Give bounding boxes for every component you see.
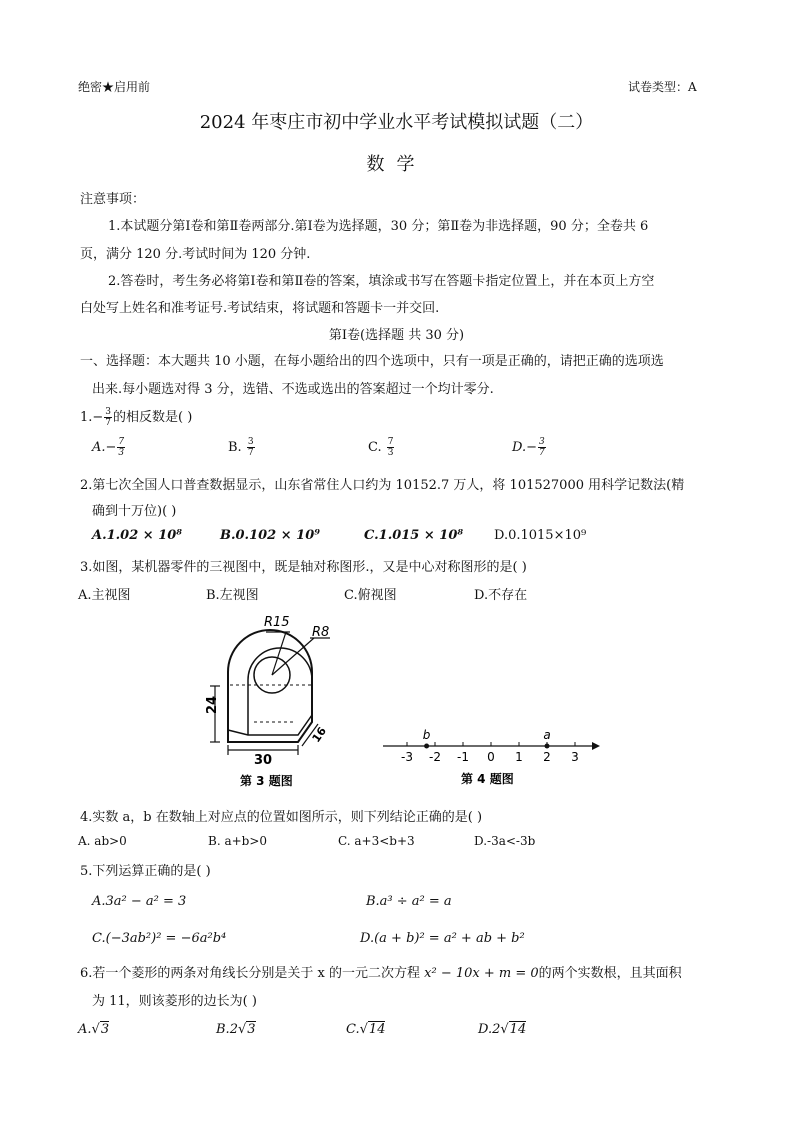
q2-option-d: D.0.1015×10⁹ — [494, 528, 587, 543]
q3-text: 3.如图，某机器零件的三视图中，既是轴对称图形.，又是中心对称图形的是( ) — [80, 560, 527, 575]
notice-item2-line1: 2.答卷时，考生务必将第Ⅰ卷和第Ⅱ卷的答案，填涂或书写在答题卡指定位置上，并在本页上方空 — [108, 274, 655, 289]
q4-option-a: A. ab>0 — [78, 834, 127, 848]
q3-option-b: B.左视图 — [206, 588, 259, 603]
section-heading: 第Ⅰ卷(选择题 共 30 分) — [328, 328, 465, 343]
q1-option-d-label: D.− — [512, 440, 537, 455]
q3-option-a: A.主视图 — [78, 588, 131, 603]
point-a — [545, 744, 550, 749]
q6-option-a-label: A. — [78, 1022, 92, 1037]
point-b-label: b — [422, 728, 431, 742]
q2-line2: 确到十万位)( ) — [92, 504, 177, 519]
notice-item1-line1: 1.本试题分第Ⅰ卷和第Ⅱ卷两部分.第Ⅰ卷为选择题，30 分；第Ⅱ卷为非选择题，90 分；全卷共 6 — [108, 219, 649, 234]
q1-prefix: 1.− — [80, 410, 104, 425]
number-line-tick-label: 2 — [543, 750, 551, 764]
number-line-tick-label: -1 — [457, 750, 469, 764]
q4-option-c: C. a+3<b+3 — [338, 834, 415, 848]
notice-item1-line2: 页，满分 120 分.考试时间为 120 分钟. — [80, 247, 311, 262]
fig4-caption: 第 4 题图 — [461, 772, 514, 786]
point-b — [424, 744, 429, 749]
q6-option-d-rad: 14 — [509, 1022, 527, 1037]
q2-option-a: A.1.02 × 10⁸ — [92, 528, 183, 543]
q1-option-b — [228, 437, 256, 458]
fig3-label-30: 30 — [254, 753, 273, 768]
q3-option-d: D.不存在 — [474, 588, 528, 603]
q6-option-c-rad: 14 — [368, 1022, 386, 1037]
q1-option-d-den: 7 — [538, 448, 545, 458]
q4-option-d: D.-3a<-3b — [474, 834, 536, 848]
q6-option-b-label: B. — [216, 1022, 230, 1037]
q6-option-a-rad: 3 — [100, 1022, 110, 1037]
q5-option-d: D.(a + b)² = a² + ab + b² — [360, 931, 525, 946]
notice-item2-line2: 白处写上姓名和准考证号.考试结束，将试题和答题卡一并交回. — [80, 301, 440, 316]
question-1 — [80, 406, 192, 428]
q6-line1 — [80, 962, 682, 981]
q1-option-b-num: 3 — [247, 437, 254, 447]
q6-option-d-coef: 2 — [492, 1022, 501, 1037]
number-line-tick-label: 0 — [487, 750, 495, 764]
q6-option-b-rad: 3 — [247, 1022, 256, 1037]
paper-type: 试卷类型：A — [628, 80, 697, 94]
fig3-label-r15: R15 — [264, 615, 290, 630]
number-line-tick-label: -2 — [429, 750, 441, 764]
q5-option-b: B.a³ ÷ a² = a — [366, 894, 452, 909]
q1-option-b-label: B. — [228, 440, 246, 455]
section-intro-line1: 一、选择题：本大题共 10 小题，在每小题给出的四个选项中，只有一项是正确的，请把正确的选项选 — [80, 354, 664, 369]
q6-option-c: C.√14 — [346, 1022, 386, 1037]
q6-option-d-label: D. — [478, 1022, 493, 1037]
q2-option-c: C.1.015 × 10⁸ — [364, 528, 464, 543]
q1-option-c-label: C. — [368, 440, 386, 455]
q1-option-a-num: 7 — [118, 437, 125, 447]
q6-option-a: A.√3 — [78, 1022, 110, 1037]
fig3-label-r8: R8 — [312, 625, 330, 640]
number-line-tick-label: 1 — [515, 750, 523, 764]
number-line-tick-label: 3 — [571, 750, 579, 764]
q5-text: 5.下列运算正确的是( ) — [80, 864, 211, 879]
fig3-bottom — [228, 715, 312, 742]
q1-option-b-den: 7 — [247, 448, 254, 458]
q5-option-a: A.3a² − a² = 3 — [92, 894, 187, 909]
q1-fraction — [104, 407, 112, 428]
q6-option-c-label: C. — [346, 1022, 360, 1037]
number-line-tick-label: -3 — [401, 750, 413, 764]
number-line-arrow — [592, 742, 600, 750]
q6-option-b-coef: 2 — [229, 1022, 238, 1037]
q1-option-a-label: A.− — [92, 440, 117, 455]
q1-option-a-den: 3 — [118, 448, 125, 458]
q1-option-d — [512, 437, 547, 458]
q5-option-c: C.(−3ab²)² = −6a²b⁴ — [92, 931, 227, 946]
figure-4-number-line — [378, 722, 608, 792]
q6-line1-a: 6.若一个菱形的两条对角线长分别是关于 x 的一元二次方程 — [80, 966, 425, 981]
figure-3-machine-part — [200, 610, 340, 795]
q1-option-c-num: 7 — [387, 437, 394, 447]
q1-frac-den: 7 — [105, 418, 112, 428]
q1-suffix: 的相反数是( ) — [113, 410, 193, 425]
q1-frac-num: 3 — [105, 407, 112, 417]
exam-title: 2024 年枣庄市初中学业水平考试模拟试题（二） — [199, 112, 594, 133]
q6-equation: x² − 10x + m = 0 — [424, 966, 539, 981]
q1-option-c-den: 3 — [387, 448, 394, 458]
q2-option-b: B.0.102 × 10⁹ — [220, 528, 320, 543]
q4-option-b: B. a+b>0 — [208, 834, 268, 848]
subject-title: 数学 — [366, 154, 427, 175]
q1-option-d-num: 3 — [538, 437, 545, 447]
q1-option-a — [92, 437, 126, 458]
fig3-outer-arch — [228, 630, 312, 730]
fig3-label-16: 16 — [309, 724, 330, 745]
q4-text: 4.实数 a，b 在数轴上对应点的位置如图所示，则下列结论正确的是( ) — [80, 810, 483, 825]
fig3-label-24: 24 — [205, 695, 220, 714]
notice-heading: 注意事项： — [80, 192, 146, 207]
q6-line1-b: 的两个实数根，且其面积 — [538, 966, 682, 981]
secret-label: 绝密★启用前 — [78, 80, 151, 94]
fig3-caption: 第 3 题图 — [240, 774, 293, 788]
fig3-base — [228, 715, 312, 735]
point-a-label: a — [543, 728, 551, 742]
q3-option-c: C.俯视图 — [344, 588, 397, 603]
q6-option-d: D.2√14 — [478, 1022, 527, 1037]
section-intro-line2: 出来.每小题选对得 3 分，选错、不选或选出的答案超过一个均计零分. — [92, 382, 494, 397]
q1-option-c — [368, 437, 395, 458]
q6-line2: 为 11，则该菱形的边长为( ) — [92, 994, 257, 1009]
q6-option-b: B.2√3 — [216, 1022, 256, 1037]
q2-line1: 2.第七次全国人口普查数据显示，山东省常住人口约为 10152.7 万人，将 101527000 用科学记数法(精 — [80, 478, 685, 493]
